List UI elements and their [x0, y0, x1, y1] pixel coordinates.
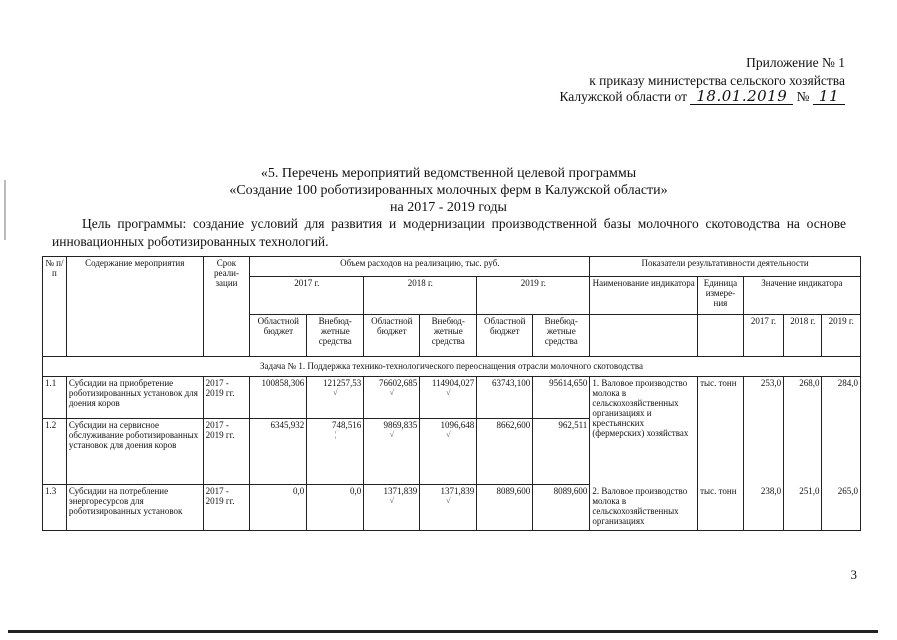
header-value-2017: 2017 г. — [743, 315, 783, 357]
header-extra-2018: Внебюд-жетные средства — [420, 315, 477, 357]
scan-bottom-edge — [8, 630, 878, 633]
table-row — [43, 485, 861, 531]
row-term: 2017 - 2019 гг. — [203, 419, 250, 485]
order-date-line — [559, 88, 845, 106]
row-num: 1.2 — [43, 419, 67, 485]
header-2017: 2017 г. — [250, 277, 364, 315]
task-row: Задача № 1. Поддержка технико-технологического переоснащения отрасли молочного скотоводства — [43, 357, 861, 377]
regional-2017: 100858,306 — [250, 377, 307, 419]
table-row — [43, 377, 861, 419]
extra-2017: 0,0 — [307, 485, 364, 531]
header-num: № п/п — [43, 257, 67, 357]
header-value-2019: 2019 г. — [822, 315, 861, 357]
indicator-2-2018: 251,0 — [784, 485, 822, 531]
regional-2019: 8662,600 — [477, 419, 533, 485]
extra-2018: 114904,027 √ — [420, 377, 477, 419]
header-expenses: Объем расходов на реализацию, тыс. руб. — [250, 257, 590, 277]
checkmark-icon: ¦ — [334, 430, 337, 439]
page-number: 3 — [850, 567, 857, 582]
indicator-2-2019: 265,0 — [822, 485, 861, 531]
header-regional-2019: Областной бюджет — [477, 315, 533, 357]
header-value-2018: 2018 г. — [784, 315, 822, 357]
scan-artifact — [4, 180, 6, 240]
row-num: 1.1 — [43, 377, 67, 419]
header-regional-2017: Областной бюджет — [250, 315, 307, 357]
regional-2018: 76602,685 √ — [364, 377, 420, 419]
goal-line-2: инновационных роботизированных технологий. — [52, 234, 329, 249]
regional-2017: 0,0 — [250, 485, 307, 531]
extra-2019: 8089,600 — [533, 485, 590, 531]
checkmark-icon: √ — [389, 388, 394, 397]
indicator-1-2019: 284,0 — [822, 377, 861, 485]
regional-2017: 6345,932 — [250, 419, 307, 485]
extra-2018: 1371,839 √ — [420, 485, 477, 531]
header-2019: 2019 г. — [477, 277, 590, 315]
header-unit: Единица измере-ния — [698, 277, 744, 315]
header-content: Содержание мероприятия — [66, 257, 203, 357]
header-empty-name — [590, 315, 698, 357]
header-extra-2019: Внебюд-жетные средства — [533, 315, 590, 357]
row-content: Субсидии на потребление энергоресурсов для роботизированных установок — [66, 485, 203, 531]
checkmark-icon: √ — [446, 430, 451, 439]
title-line-3: на 2017 - 2019 годы — [390, 200, 507, 215]
checkmark-icon: √ — [446, 388, 451, 397]
header-extra-2017: Внебюд-жетные средства — [307, 315, 364, 357]
program-goal — [52, 215, 846, 251]
goal-line-1: Цель программы: создание условий для развития и модернизации производственной базы молочного скотоводства на основе — [82, 216, 846, 231]
row-content: Субсидии на сервисное обслуживание роботизированных установок для доения коров — [66, 419, 203, 485]
header-indicators: Показатели результативности деятельности — [590, 257, 861, 277]
checkmark-icon: √ — [389, 430, 394, 439]
extra-2018: 1096,648 √ — [420, 419, 477, 485]
appendix-title: Приложение № 1 — [746, 55, 845, 70]
row-term: 2017 - 2019 гг. — [203, 485, 250, 531]
regional-2019: 8089,600 — [477, 485, 533, 531]
header-empty-unit — [698, 315, 744, 357]
region-prefix: Калужской области от — [559, 89, 687, 104]
number-prefix: № — [796, 89, 810, 104]
activities-table — [42, 256, 861, 531]
indicator-1-2017: 253,0 — [743, 377, 783, 485]
extra-2017: 748,516 ¦ — [307, 419, 364, 485]
checkmark-icon: √ — [333, 388, 338, 397]
row-num: 1.3 — [43, 485, 67, 531]
extra-2019: 962,511 — [533, 419, 590, 485]
regional-2018: 1371,839 √ — [364, 485, 420, 531]
header-term: Срок реали-зации — [203, 257, 250, 357]
header-indicator-value: Значение индикатора — [743, 277, 860, 315]
row-term: 2017 - 2019 гг. — [203, 377, 250, 419]
indicator-1-name: 1. Валовое производство молока в сельскохозяйственных организациях и крестьянских (фермерских) хозяйствах — [590, 377, 698, 485]
indicator-1-2018: 268,0 — [784, 377, 822, 485]
checkmark-icon: √ — [446, 496, 451, 505]
regional-2018: 9869,835 √ — [364, 419, 420, 485]
handwritten-number: 11 — [813, 89, 845, 105]
handwritten-date: 18.01.2019 — [690, 89, 793, 105]
indicator-1-unit: тыс. тонн — [698, 377, 744, 485]
regional-2019: 63743,100 — [477, 377, 533, 419]
extra-2019: 95614,650 — [533, 377, 590, 419]
indicator-2-unit: тыс. тонн — [698, 485, 744, 531]
header-indicator-name: Наименование индикатора — [590, 277, 698, 315]
checkmark-icon: √ — [389, 496, 394, 505]
indicator-2-name: 2. Валовое производство молока в сельскохозяйственных организациях — [590, 485, 698, 531]
order-line: к приказу министерства сельского хозяйства — [589, 73, 845, 88]
title-line-2: «Создание 100 роботизированных молочных ферм в Калужской области» — [229, 183, 668, 198]
header-2018: 2018 г. — [364, 277, 477, 315]
header-regional-2018: Областной бюджет — [364, 315, 420, 357]
row-content: Субсидии на приобретение роботизированных установок для доения коров — [66, 377, 203, 419]
indicator-2-2017: 238,0 — [743, 485, 783, 531]
extra-2017: 121257,53 √ — [307, 377, 364, 419]
title-line-1: «5. Перечень мероприятий ведомственной целевой программы — [260, 166, 637, 181]
